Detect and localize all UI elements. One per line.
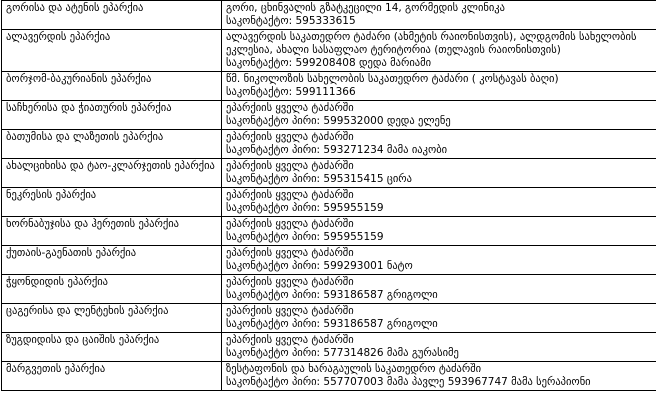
location-line: ეპარქიის ყველა ტაძარში xyxy=(226,247,354,259)
diocese-name-cell xyxy=(2,101,222,130)
location-line: ალავერდის საკათედრო ტაძარი (ახმეტის რაიონისთვის), ალდგომის სახელობის xyxy=(226,31,637,43)
diocese-name-cell xyxy=(2,188,222,217)
diocese-name-cell xyxy=(2,159,222,188)
table-row xyxy=(2,246,656,275)
diocese-name: გორისა და ატენის ეპარქია xyxy=(6,2,144,14)
contact-line: საკონტაქტო პირი: 593186587 გრიგოლი xyxy=(226,289,438,301)
table-row xyxy=(2,101,656,130)
location-contact-cell xyxy=(222,246,656,275)
location-contact-cell xyxy=(222,30,656,72)
location-line: ეპარქიის ყველა ტაძარში xyxy=(226,160,354,172)
location-line: ეპარქიის ყველა ტაძარში xyxy=(226,131,354,143)
diocese-name-cell xyxy=(2,72,222,101)
contact-line: საკონტაქტო პირი: 595955159 xyxy=(226,231,384,243)
contact-line: საკონტაქტო პირი: 595315415 ცირა xyxy=(226,173,412,185)
location-contact-cell xyxy=(222,275,656,304)
diocese-name: ცაგერისა და ლენტეხის ეპარქია xyxy=(6,305,169,317)
location-line: ეპარქიის ყველა ტაძარში xyxy=(226,305,354,317)
contact-line: საკონტაქტო პირი: 557707003 მამა პავლე 593967747 მამა სერაპიონი xyxy=(226,376,591,388)
location-line: ეპარქიის ყველა ტაძარში xyxy=(226,218,354,230)
location-line: ზესტაფონის და ხარაგაულის საკათედრო ტაძარში xyxy=(226,363,482,375)
diocese-name-cell xyxy=(2,362,222,391)
location-contact-cell xyxy=(222,362,656,391)
diocese-name: ზუგდიდისა და ცაიშის ეპარქია xyxy=(6,334,160,346)
contact-line: საკონტაქტო პირი: 599532000 დედა ელენე xyxy=(226,115,451,127)
diocese-name-cell xyxy=(2,246,222,275)
diocese-name: ნეკრესის ეპარქია xyxy=(6,189,97,201)
diocese-name: ალავერდის ეპარქია xyxy=(6,31,111,43)
table-row xyxy=(2,275,656,304)
location-contact-cell xyxy=(222,101,656,130)
location-contact-cell xyxy=(222,130,656,159)
diocese-name: მარგვეთის ეპარქია xyxy=(6,363,106,375)
diocese-name-cell xyxy=(2,304,222,333)
diocese-name: ხორნაბუჯისა და ჰერეთის ეპარქია xyxy=(6,218,179,230)
table-row xyxy=(2,30,656,72)
location-line: წმ. ნიკოლოზის სახელობის საკათედრო ტაძარი ( კოსტავას ბაღი) xyxy=(226,73,559,85)
location-line: ეპარქიის ყველა ტაძარში xyxy=(226,276,354,288)
diocese-name: ჭყონდიდის ეპარქია xyxy=(6,276,109,288)
contact-line: საკონტაქტო პირი: 599293001 ნატო xyxy=(226,260,413,272)
location-contact-cell xyxy=(222,72,656,101)
location-contact-cell xyxy=(222,159,656,188)
diocese-contact-table xyxy=(1,0,656,391)
diocese-name: ბათუმისა და ლაზეთის ეპარქია xyxy=(6,131,164,143)
table-row xyxy=(2,188,656,217)
table-row xyxy=(2,304,656,333)
diocese-name: ახალციხისა და ტაო-კლარჯეთის ეპარქია xyxy=(6,160,215,172)
diocese-name: საჩხერისა და ჭიათურის ეპარქია xyxy=(6,102,172,114)
location-line: ეპარქიის ყველა ტაძარში xyxy=(226,102,354,114)
diocese-name: ქუთაის-გაენათის ეპარქია xyxy=(6,247,137,259)
table-row xyxy=(2,217,656,246)
table-row xyxy=(2,72,656,101)
table-row xyxy=(2,362,656,391)
location-line: გორი, ცხინვალის გზატკეცილი 14, გორმედის კლინიკა xyxy=(226,2,505,14)
contact-line: საკონტაქტო: 595333615 xyxy=(226,15,356,27)
contact-line: საკონტაქტო: 599111366 xyxy=(226,86,356,98)
location-contact-cell xyxy=(222,1,656,30)
diocese-name-cell xyxy=(2,275,222,304)
contact-line: საკონტაქტო პირი: 593186587 გრიგოლი xyxy=(226,318,438,330)
location-contact-cell xyxy=(222,217,656,246)
contact-line: საკონტაქტო: 599208408 დედა მარიამი xyxy=(226,57,432,69)
contact-line: საკონტაქტო პირი: 577314826 მამა გურასიმე xyxy=(226,347,459,359)
table-row xyxy=(2,1,656,30)
location-line: ეპარქიის ყველა ტაძარში xyxy=(226,334,354,346)
table-row xyxy=(2,159,656,188)
table-row xyxy=(2,130,656,159)
contact-line: საკონტაქტო პირი: 593271234 მამა იაკობი xyxy=(226,144,448,156)
diocese-name-cell xyxy=(2,30,222,72)
diocese-name-cell xyxy=(2,333,222,362)
table-row xyxy=(2,333,656,362)
location-contact-cell xyxy=(222,333,656,362)
location-line: ეპარქიის ყველა ტაძარში xyxy=(226,189,354,201)
location-contact-cell xyxy=(222,304,656,333)
diocese-name-cell xyxy=(2,1,222,30)
location-line: ეკლესია, ახალი სასაფლაო ტერიტორია (თელავის რაიონისთვის) xyxy=(226,44,561,56)
diocese-name-cell xyxy=(2,217,222,246)
diocese-name: ბორჯომ-ბაკურიანის ეპარქია xyxy=(6,73,152,85)
diocese-name-cell xyxy=(2,130,222,159)
contact-line: საკონტაქტო პირი: 595955159 xyxy=(226,202,384,214)
location-contact-cell xyxy=(222,188,656,217)
